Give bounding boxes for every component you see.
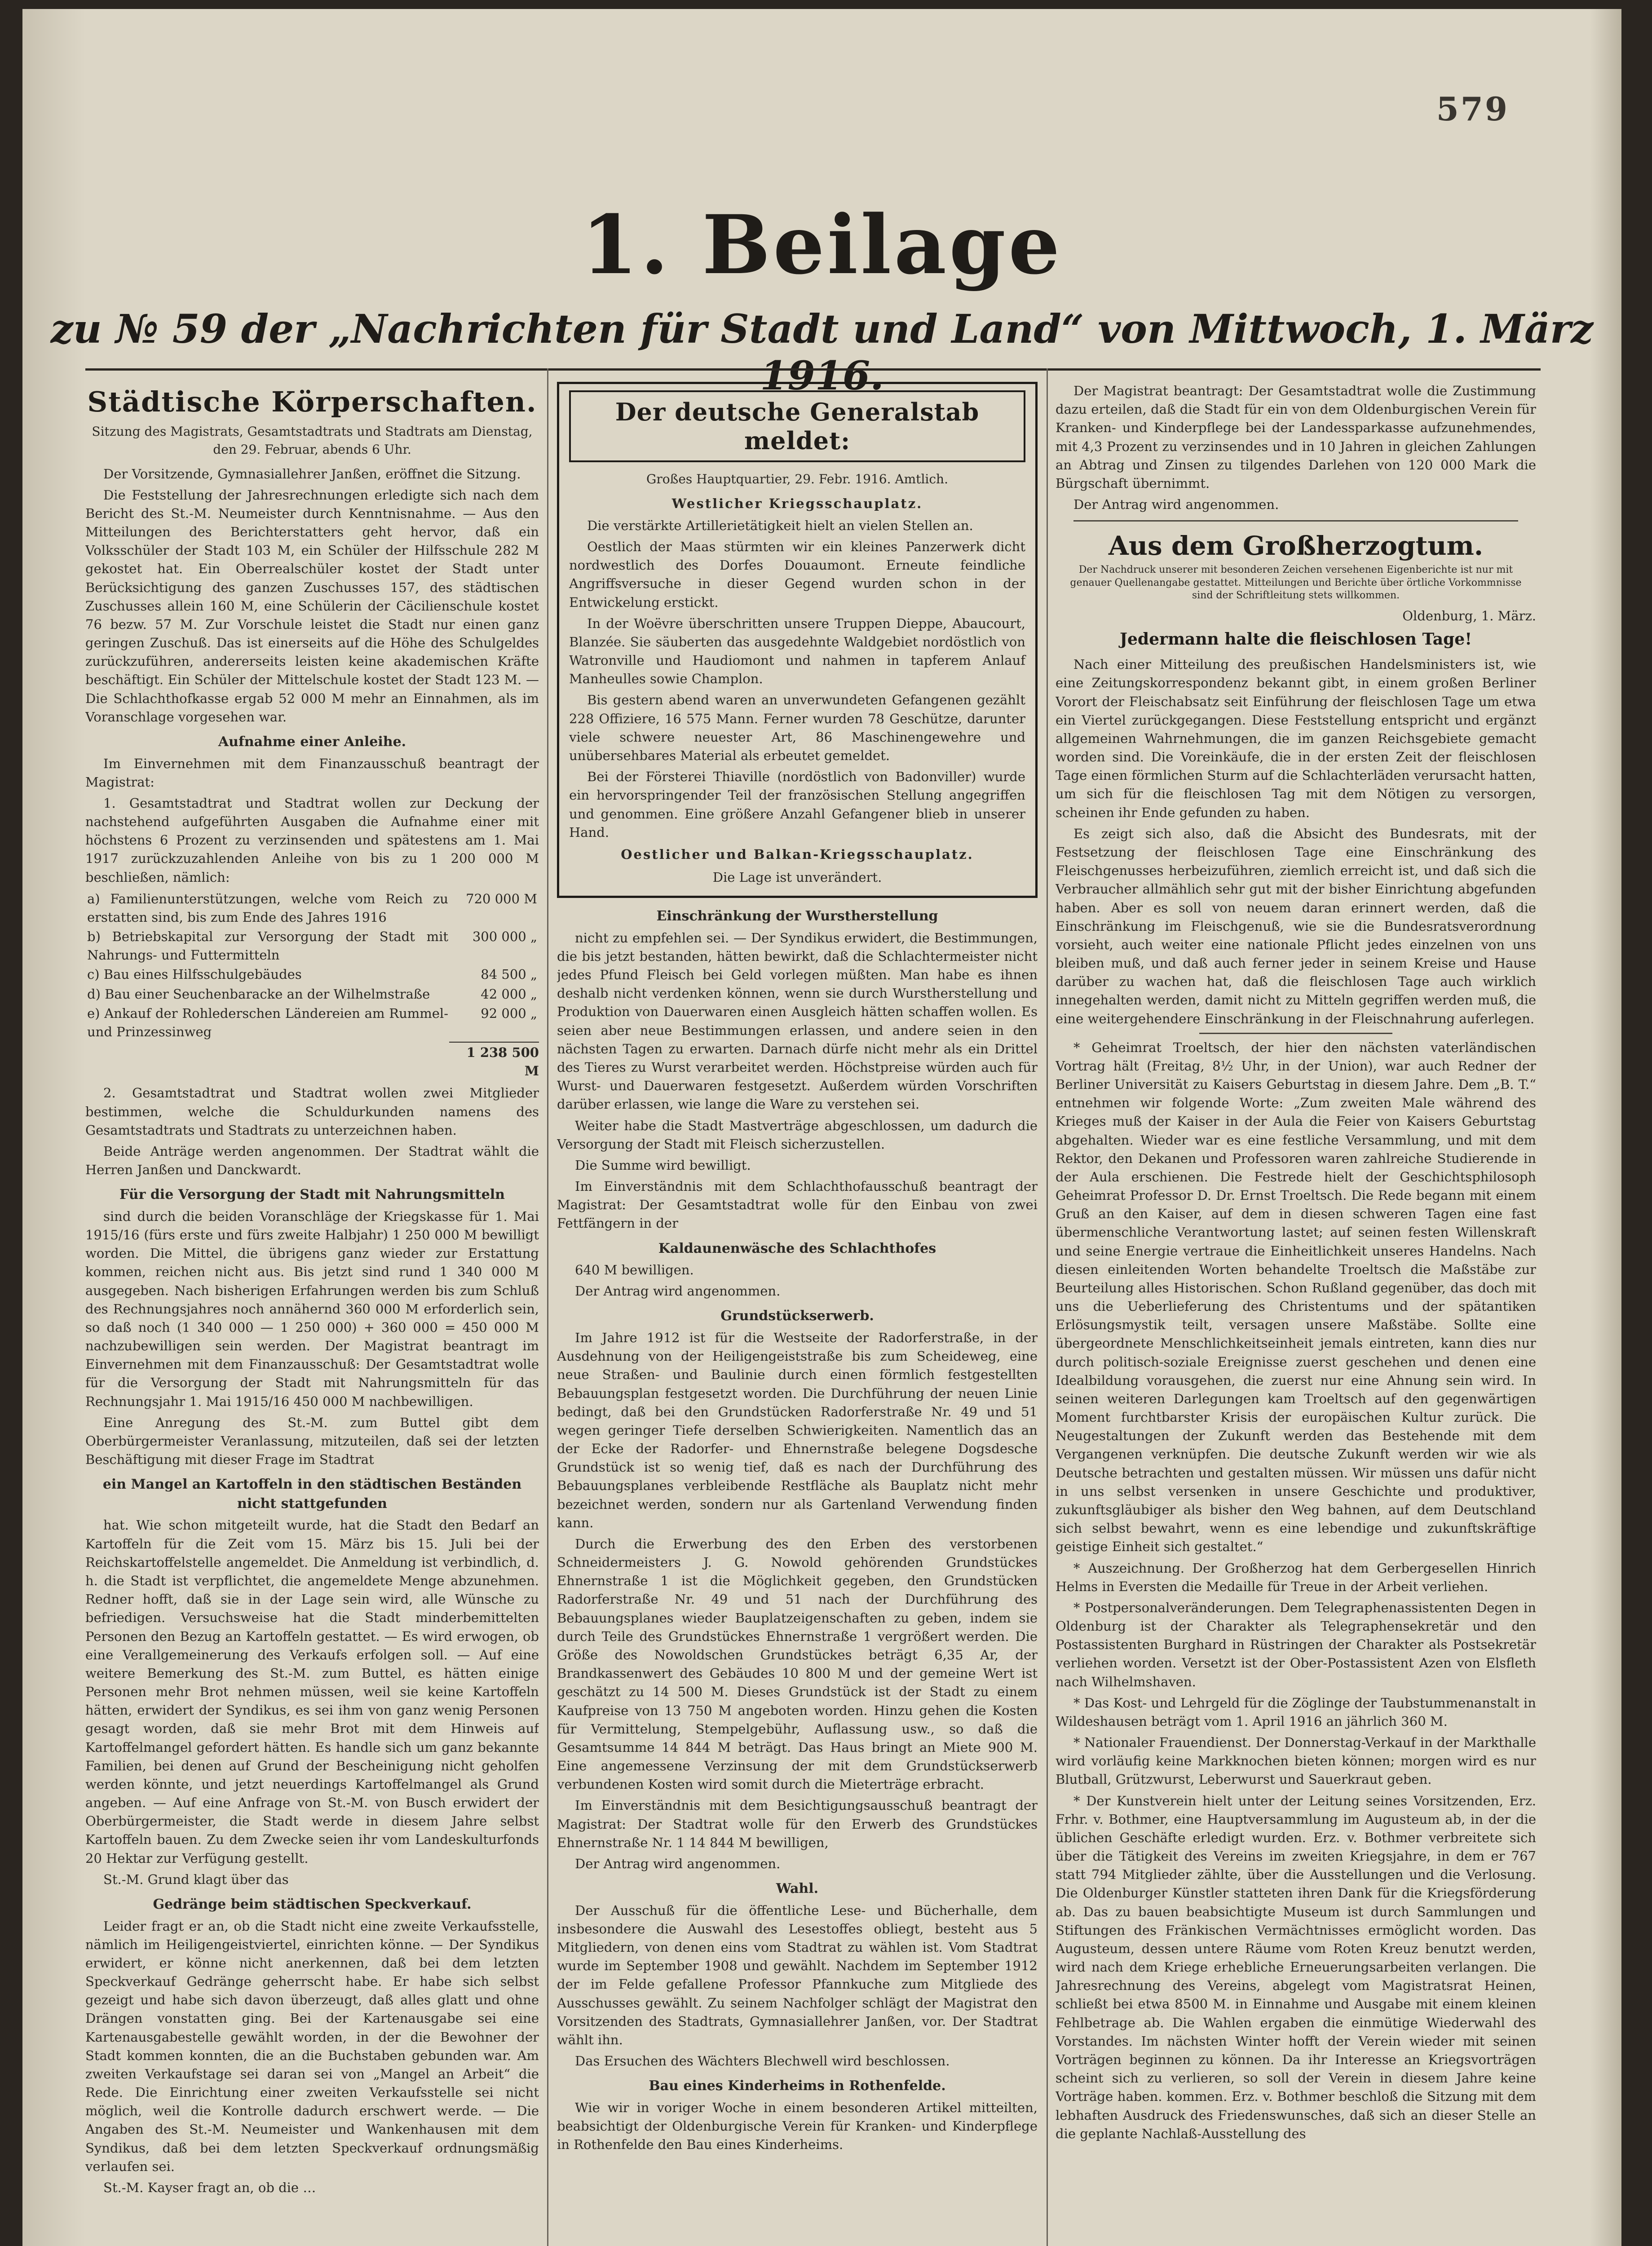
meeting-line: Sitzung des Magistrats, Gesamtstadtrats und Stadtrats am Dienstag, den 29. Februar, abends 6 Uhr.	[92, 424, 533, 457]
paragraph: * Nationaler Frauendienst. Der Donnerstag-Verkauf in der Markthalle wird vorläufig keine Markknochen bieten können; morgen wird es nur Blutball, Grützwurst, Leberwurst und Sauerkraut geben.	[1056, 1735, 1536, 1787]
reprint-notice: Der Nachdruck unserer mit besonderen Zeichen versehenen Eigenberichte ist nur mit genauer Quellenangabe gestattet. Mitteilungen und Berichte über örtliche Vorkommnisse sind der Schriftleitung stets willkommen.	[1070, 564, 1522, 601]
expense-table	[85, 889, 539, 1042]
paragraph: hat. Wie schon mitgeteilt wurde, hat die Stadt den Bedarf an Kartoffeln für die Zeit vom 15. März bis 15. Juli bei der Reichskartoffelstelle angemeldet. Die Anmeldung ist verbindlich, d. h. die Stadt ist verpflichtet, die angemeldete Menge abzunehmen. Redner hofft, daß sie in der Lage sein wird, alle Wünsche zu befriedigen. Versuchsweise hat die Stadt minderbemittelten Personen den Bezug an Kartoffeln gestattet. — Es wird erwogen, ob eine Verallgemeinerung des Verkaufs erfolgen soll. — Auf eine weitere Bemerkung des St.-M. zum Buttel, es hätten einige Personen mehr Brot nehmen müssen, weil sie keine Kartoffeln hätten, erwidert der Syndikus, es sei ihm von ganz wenig Personen gesagt worden, daß sie mehr Brot mit dem Hinweis auf Kartoffelmangel gefordert hätten. Es handle sich um ganz bekannte Familien, bei denen auf Grund der Bescheinigung nicht geholfen werden könnte, und jetzt neuerdings Kartoffelmangel als Grund angeben. — Auf eine Anfrage von St.-M. von Busch erwidert der Oberbürgermeister, die Stadt werde in diesem Jahre selbst Kartoffeln bauen. Zu dem Zwecke seien ihr vom Landeskulturfonds 20 Hektar zur Verfügung gestellt.	[85, 1517, 539, 1866]
paragraph: 2. Gesamtstadtrat und Stadtrat wollen zwei Mitglieder bestimmen, welche die Schuldurkunden namens des Gesamtstadtrats und Stadtrats zu unterzeichnen haben.	[85, 1085, 539, 1138]
western-front-heading: Westlicher Kriegsschauplatz.	[671, 495, 923, 511]
expense-label: d) Bau einer Seuchenbaracke an der Wilhelmstraße	[87, 986, 430, 1002]
subheading-anleihe: Aufnahme einer Anleihe.	[218, 734, 406, 750]
section-rule	[1073, 520, 1518, 522]
expense-row	[85, 1004, 539, 1042]
expense-row	[85, 965, 539, 984]
article-rule	[1199, 1033, 1392, 1034]
expense-value: 300 000 „	[472, 929, 537, 945]
paragraph: Im Einverständnis mit dem Schlachthofausschuß beantragt der Magistrat: Der Gesamtstadtrat wolle für den Einbau von zwei Fettfängern in der	[557, 1179, 1038, 1231]
paragraph: St.-M. Kayser fragt an, ob die …	[103, 2180, 316, 2195]
paragraph: Bis gestern abend waren an unverwundeten Gefangenen gezählt 228 Offiziere, 16 575 Mann. Ferner wurden 78 Geschütze, darunter viele schwere neuester Art, 86 Maschinengewehre und unübersehbares Material als erbeutet gemeldet.	[569, 692, 1025, 763]
paragraph: In der Woëvre überschritten unsere Truppen Dieppe, Abaucourt, Blanzée. Sie säuberten das ausgedehnte Waldgebiet nordöstlich von Watronville und Haudiomont und nahmen in tapferem Anlauf Manheulles sowie Champlon.	[569, 615, 1025, 687]
paragraph: Der Magistrat beantragt: Der Gesamtstadtrat wolle die Zustimmung dazu erteilen, daß die Stadt für ein von dem Oldenburgischen Verein für Kranken- und Kinderpflege bei der Landessparkasse aufzunehmendes, mit 4,3 Prozent zu verzinsendes und in 10 Jahren in gleichen Zahlungen an Abtrag und Zinsen zu tilgendes Darlehen von 120 000 Mark die Bürgschaft übernimmt.	[1056, 383, 1536, 491]
paragraph: Die verstärkte Artillerietätigkeit hielt an vielen Stellen an.	[587, 517, 973, 533]
paragraph: Wie wir in voriger Woche in einem besonderen Artikel mitteilten, beabsichtigt der Oldenburgische Verein für Kranken- und Kinderpflege in Rothenfelde den Bau eines Kinderheims.	[557, 2100, 1038, 2153]
expense-row	[85, 985, 539, 1004]
section-title-koerperschaften: Städtische Körperschaften.	[87, 385, 537, 418]
expense-value: 84 500 „	[481, 967, 537, 982]
column-divider-1	[547, 368, 548, 2246]
expense-total: 1 238 500 M	[449, 1042, 539, 1080]
paragraph: * Das Kost- und Lehrgeld für die Zöglinge der Taubstummenanstalt in Wildeshausen beträgt vom 1. April 1916 an jährlich 360 M.	[1056, 1695, 1536, 1729]
paragraph: Im Jahre 1912 ist für die Westseite der Radorferstraße, in der Ausdehnung von der Heiligengeiststraße bis zum Scheideweg, eine neue Straßen- und Baulinie durch einen förmlich festgestellten Bebauungsplan festgesetzt worden. Die Durchführung der neuen Linie bedingt, daß bei den Grundstücken Radorferstraße Nr. 49 und 51 wegen geringer Tiefe derselben Schwierigkeiten. Namentlich das an der Ecke der Radorfer- und Ehnernstraße belegene Dogsdesche Grundstück ist so wenig tief, daß es nach der Durchführung des Bebauungsplanes verbleibende Restfläche als Bauplatz nicht mehr bezeichnet werden, sondern nur als Gartenland Verwendung finden kann.	[557, 1330, 1038, 1530]
column-2	[557, 382, 1038, 2246]
subheading-kartoffel: ein Mangel an Kartoffeln in den städtischen Beständen nicht stattgefunden	[102, 1477, 522, 1512]
expense-label: e) Ankauf der Rohlederschen Ländereien am Rummel- und Prinzessinweg	[87, 1005, 448, 1039]
expense-value: 92 000 „	[481, 1005, 537, 1021]
paragraph: Leider fragt er an, ob die Stadt nicht eine zweite Verkaufsstelle, nämlich im Heiligengeistviertel, einrichten könne. — Der Syndikus erwidert, er könne nicht anerkennen, daß bei dem letzten Speckverkauf Gedränge geherrscht habe. Er habe sich selbst gezeigt und habe sich davon überzeugt, daß alles glatt und ohne Drängen vonstatten ging. Bei der Kartenausgabe sei eine Kartenausgabestelle gewählt worden, in der die Bewohner der Stadt kommen konnten, die an die Buchstaben gebunden war. Am zweiten Verkaufstage sei daran sei von „Mangel an Arbeit“ die Rede. Die Einrichtung einer zweiten Verkaufsstelle sei nicht möglich, weil die Kontrolle dadurch erschwert werde. — Die Angaben des St.-M. Neumeister und Wankenhausen mit dem Syndikus, daß bei dem letzten Speckverkauf ordnungsmäßig verlaufen sei.	[85, 1918, 539, 2174]
paragraph: Bei der Försterei Thiaville (nordöstlich von Badonviller) wurde ein hervorspringender Teil der französischen Stellung angegriffen und genommen. Eine größere Anzahl Gefangener blieb in unserer Hand.	[569, 769, 1025, 840]
paragraph: * Der Kunstverein hielt unter der Leitung seines Vorsitzenden, Erz. Frhr. v. Bothmer, eine Hauptversammlung im Augusteum ab, in der die üblichen Geschäfte erledigt wurden. Erz. v. Bothmer verbreitete sich über die Tätigkeit des Vereins im zweiten Kriegsjahre, in dem er 767 statt 794 Mitglieder zählte, über die Ausstellungen und die Verlosung. Die Oldenburger Künstler statteten ihren Dank für die Kriegsförderung ab. Das zu bauen beabsichtigte Museum ist durch Sammlungen und Stiftungen des Fränkischen Vermächtnisses ermöglicht worden. Das Augusteum, dessen untere Räume vom Roten Kreuz benutzt werden, wird nach dem Kriege erhebliche Erneuerungsarbeiten verlangen. Die Jahresrechnung des Vereins, abgelegt vom Magistratsrat Heinen, schließt bei etwa 8500 M. in Einnahme und Ausgabe mit einem kleinen Fehlbetrage ab. Die Wahlen ergaben die einmütige Wiederwahl des Vorstandes. Im nächsten Winter hofft der Verein wieder mit seinen Vorträgen beginnen zu können. Da ihr Interesse an Kriegsvorträgen scheint sich zu verlieren, so soll der Verein in diesem Jahre keine Vorträge haben. kommen. Erz. v. Bothmer beschloß die Sitzung mit dem lebhaften Ausdruck des Friedenswunsches, daß sich an dieser Stelle an die geplante Nachlaß-Ausstellung des	[1056, 1793, 1536, 2141]
paragraph: sind durch die beiden Voranschläge der Kriegskasse für 1. Mai 1915/16 (fürs erste und fürs zweite Halbjahr) 1 250 000 M bewilligt worden. Die Mittel, die übrigens ganz wieder zur Erstattung kommen, reichen nicht aus. Bis jetzt sind rund 1 340 000 M ausgegeben. Nach bisherigen Erfahrungen werden bis zum Schluß des Rechnungsjahres noch annähernd 360 000 M erforderlich sein, so daß noch (1 340 000 — 1 250 000) + 360 000 = 450 000 M nachzubewilligen sein werden. Der Magistrat beantragt im Einvernehmen mit dem Finanzausschuß: Der Gesamtstadtrat wolle für die Versorgung der Stadt mit Nahrungsmitteln für das Rechnungsjahr 1. Mai 1915/16 450 000 M nachbewilligen.	[85, 1208, 539, 1409]
paragraph: Der Vorsitzende, Gymnasiallehrer Janßen, eröffnet die Sitzung.	[103, 466, 521, 482]
page-number: 579	[1436, 90, 1509, 128]
eastern-front-status: Die Lage ist unverändert.	[712, 870, 882, 885]
paragraph: St.-M. Grund klagt über das	[103, 1871, 289, 1887]
expense-label: b) Betriebskapital zur Versorgung der Stadt mit Nahrungs- und Futtermitteln	[87, 929, 448, 963]
paragraph: Im Einverständnis mit dem Besichtigungsausschuß beantragt der Magistrat: Der Stadtrat wolle für den Erwerb des Grundstückes Ehnernstraße Nr. 1 14 844 M bewilligen,	[557, 1798, 1038, 1850]
expense-value: 42 000 „	[481, 986, 537, 1002]
column-3	[1056, 382, 1536, 2246]
paragraph: Die Feststellung der Jahresrechnungen erledigte sich nach dem Bericht des St.-M. Neumeister durch Kenntnisnahme. — Aus den Mitteilungen des Berichterstatters geht hervor, daß ein Volksschüler der Stadt 103 M, ein Schüler der Hilfsschule 282 M gekostet hat. Ein Oberrealschüler kostet der Stadt unter Berücksichtigung des ganzen Zuschusses 157, des städtischen Zuschusses allein 160 M, eine Schülerin der Cäcilienschule kostet 76 bezw. 57 M. Zur Vorschule leistet die Stadt nur einen ganz geringen Zuschuß. Das ist einerseits auf die Höhe des Schulgeldes zurückzuführen, andererseits leisten keine akademischen Kräfte beschäftigt. Ein Schüler der Mittelschule kostet der Stadt 123 M. — Die Schlachthofkasse ergab 52 000 M mehr an Einnahmen, als im Voranschlage vorgesehen war.	[85, 487, 539, 725]
paragraph: Der Antrag wird angenommen.	[1073, 497, 1279, 513]
paragraph: Im Einvernehmen mit dem Finanzausschuß beantragt der Magistrat:	[85, 756, 539, 790]
paragraph: Der Antrag wird angenommen.	[575, 1856, 781, 1871]
subheading-kaldaunen: Kaldaunenwäsche des Schlachthofes	[658, 1240, 936, 1256]
expense-label: c) Bau eines Hilfsschulgebäudes	[87, 967, 302, 982]
paragraph: * Postpersonalveränderungen. Dem Telegraphenassistenten Degen in Oldenburg ist der Charakter als Telegraphensekretär und den Postassistenten Burghard in Rüstringen der Charakter als Postsekretär verliehen worden. Versetzt ist der Ober-Postassistent Azen von Elsfleth nach Wilhelmshaven.	[1056, 1600, 1536, 1689]
paragraph: * Auszeichnung. Der Großherzog hat dem Gerbergesellen Hinrich Helms in Eversten die Medaille für Treue in der Arbeit verliehen.	[1056, 1560, 1536, 1594]
expense-value: 720 000 M	[466, 891, 537, 906]
subheading-wurst: Einschränkung der Wurstherstellung	[656, 908, 938, 924]
supplement-title: 1. Beilage	[581, 198, 1063, 292]
paragraph: 640 M bewilligen.	[575, 1262, 694, 1278]
paragraph: Die Summe wird bewilligt.	[575, 1157, 751, 1173]
paragraph: Durch die Erwerbung des den Erben des verstorbenen Schneidermeisters J. G. Nowold gehörenden Grundstückes Ehnernstraße 1 ist die Möglichkeit gegeben, den Grundstücken Radorferstraße Nr. 49 und 51 nach der Durchführung des Bebauungsplanes wieder Bauplatzeigenschaften zu geben, indem sie durch Teile des Grundstückes Ehnernstraße 1 vergrößert werden. Die Größe des Nowoldschen Grundstückes beträgt 6,35 Ar, der Brandkassenwert des Gebäudes 10 800 M und der gemeine Wert ist geschätzt zu 14 500 M. Dieses Grundstück ist der Stadt zu einem Kaufpreise von 13 750 M angeboten worden. Hinzu gehen die Kosten für Vermittelung, Stempelgebühr, Auflassung usw., so daß die Gesamtsumme 14 844 M beträgt. Das Haus bringt an Miete 900 M. Eine angemessene Verzinsung der mit dem Grundstückserwerb verbundenen Kosten wird somit durch die Mieterträge erbracht.	[557, 1536, 1038, 1792]
headquarters-line: Großes Hauptquartier, 29. Febr. 1916. Amtlich.	[646, 472, 948, 486]
expense-label: a) Familienunterstützungen, welche vom Reich zu erstatten sind, bis zum Ende des Jahres 1916	[87, 891, 448, 925]
paragraph: * Geheimrat Troeltsch, der hier den nächsten vaterländischen Vortrag hält (Freitag, 8½ Uhr, in der Union), war auch Redner der Berliner Universität zu Kaisers Geburtstag in diesem Jahre. Dem „B. T.“ entnehmen wir folgende Worte: „Zum zweiten Male während des Krieges muß der Kaiser in der Aula die Feier von Kaisers Geburtstag abgehalten. Wieder war es eine festliche Versammlung, und mit dem Rektor, den Dekanen und Professoren waren zahlreiche Studierende in der Aula erschienen. Die Festrede hielt der Geschichtsphilosoph Geheimrat Professor D. Dr. Ernst Troeltsch. Die Rede begann mit einem Gruß an den Kaiser, auf dem in diesen schweren Tagen eine fast übermenschliche Verantwortung lastet; auf seinen festen Willenskraft und seine Energie vertraue die Einheitlichkeit unseres Handelns. Nach diesen einleitenden Worten behandelte Troeltsch die Maßstäbe zur Beurteilung alles Historischen. Schon Rußland gegenüber, das doch mit uns die Ueberlieferung des Christentums und der spätantiken Erlösungsmystik teilt, versagen unsere Maßstäbe. Sollte eine übergeordnete Menschlichkeitseinheit jemals eintreten, kann dies nur durch politisch-soziale Ereignisse zuerst geschehen und denen eine Idealbildung vorausgehen, die zuerst nur eine Ahnung sein wird. In seinen weiteren Darlegungen kam Troeltsch auf den gegenwärtigen Moment furchtbarster Krisis der europäischen Kultur zurück. Die Neugestaltungen der Zukunft werden das Bestehende mit dem Vergangenen verknüpfen. Die deutsche Zukunft werden wir wie als Deutsche betrachten und gestalten müssen. Wir müssen uns dafür nicht in uns selbst versenken in unsere Geschichte und produktiver, zukunftsgläubiger als bisher den Weg bahnen, auf dem Deutschland sich selbst bewahrt, wenn es eine lebendige und zukunftskräftige geistige Einheit sich gestaltet.“	[1056, 1039, 1536, 1555]
issue-subtitle: zu № 59 der „Nachrichten für Stadt und Land“ von Mittwoch, 1. März 1916.	[50, 305, 1594, 399]
paragraph: Es zeigt sich also, daß die Absicht des Bundesrats, mit der Festsetzung der fleischlosen Tage eine Einschränkung des Fleischgenusses herbeizuführen, ziemlich erreicht ist, und daß sich die Verbraucher allmählich sehr gut mit der bisher Einrichtung abgefunden haben. Aber es soll von neuem daran erinnert werden, daß die Einschränkung im Fleischgenuß, wie sie die Bundesratsverordnung vorsieht, auch weiter eine nationale Pflicht jedes einzelnen von uns bleiben muß, und daß auch ferner jeder in seinem Kreise und Hause darüber zu wachen hat, daß die fleischlosen Tage auch wirklich innegehalten werden, damit nicht zu Mitteln gegriffen werden muß, die eine weitergehendere Einschränkung in der Fleischnahrung auferlegen.	[1056, 826, 1536, 1026]
paragraph: 1. Gesamtstadtrat und Stadtrat wollen zur Deckung der nachstehend aufgeführten Ausgaben die Aufnahme einer mit höchstens 6 Prozent zu verzinsenden und spätestens am 1. Mai 1917 zurückzuzahlenden Anleihe von bis zu 1 200 000 M beschließen, nämlich:	[85, 795, 539, 885]
newspaper-page	[22, 9, 1621, 2246]
eastern-front-heading: Oestlicher und Balkan-Kriegsschauplatz.	[621, 846, 974, 862]
paragraph: Nach einer Mitteilung des preußischen Handelsministers ist, wie eine Zeitungskorrespondenz bekannt gibt, in einem großen Berliner Vorort der Fleischabsatz seit Einführung der fleischlosen Tage um etwa ein Viertel zurückgegangen. Diese Feststellung entspricht und ergänzt allgemeinen Wahrnehmungen, die im ganzen Reichsgebiete gemacht worden sind. Die Voreinkäufe, die in der ersten Zeit der fleischlosen Tage einen förmlichen Sturm auf die Schlachterläden verursacht hatten, um sich für die fleischlosen Tag mit dem Nötigen zu versorgen, scheinen ihr Ende gefunden zu haben.	[1056, 657, 1536, 820]
paragraph: Weiter habe die Stadt Mastverträge abgeschlossen, um dadurch die Versorgung der Stadt mit Fleisch sicherzustellen.	[557, 1118, 1038, 1152]
expense-row	[85, 927, 539, 965]
subheading-kinderheim: Bau eines Kinderheims in Rothenfelde.	[649, 2078, 946, 2094]
generalstab-box	[557, 382, 1038, 898]
paragraph: Oestlich der Maas stürmten wir ein kleines Panzerwerk dicht nordwestlich des Dorfes Douaumont. Erneute feindliche Angriffsversuche in dieser Gegend wurden schon in der Entwickelung erstickt.	[569, 539, 1025, 610]
column-1	[85, 382, 539, 2246]
paragraph: Das Ersuchen des Wächters Blechwell wird beschlossen.	[575, 2053, 950, 2069]
subheading-grundstueck: Grundstückserwerb.	[720, 1308, 874, 1324]
generalstab-title: Der deutsche Generalstab meldet:	[569, 390, 1025, 462]
header-rule	[85, 368, 1541, 371]
column-divider-2	[1047, 368, 1048, 2246]
paragraph: nicht zu empfehlen sei. — Der Syndikus erwidert, die Bestimmungen, die bis jetzt bestanden, hätten bewirkt, daß die Schlachtermeister nicht jedes Pfund Fleisch bei Geld vorlegen müßten. Man habe es ihnen deshalb nicht verdenken können, wenn sie durch Wurstherstellung und Produktion von Dauerwaren einen Ausgleich hätten schaffen wollen. Es seien aber neue Bestimmungen erlassen, und andere seien in den nächsten Tagen zu erwarten. Darnach dürfe nicht mehr als ein Drittel des Tieres zu Wurst verarbeitet werden. Höchstpreise würden auch für Wurst- und Dauerwaren festgesetzt. Außerdem würden Vorschriften darüber erlassen, wie lange die Ware zu verstehen sei.	[557, 930, 1038, 1112]
paragraph: Der Ausschuß für die öffentliche Lese- und Bücherhalle, dem insbesondere die Auswahl des Lesestoffes obliegt, besteht aus 5 Mitgliedern, von denen eins vom Stadtrat zu wählen ist. Vom Stadtrat wurde im September 1908 und gewählt. Nachdem im September 1912 der im Felde gefallene Professor Pfannkuche zum Mitgliede des Ausschusses gewählt. Zu seinem Nachfolger schlägt der Magistrat den Vorsitzenden des Stadtrats, Gymnasiallehrer Janßen, vor. Der Stadtrat wählt ihn.	[557, 1902, 1038, 2047]
subheading-speck: Gedränge beim städtischen Speckverkauf.	[153, 1896, 472, 1912]
dateline: Oldenburg, 1. März.	[1402, 608, 1536, 623]
paragraph: Beide Anträge werden angenommen. Der Stadtrat wählt die Herren Janßen und Danckwardt.	[85, 1143, 539, 1178]
paragraph: Eine Anregung des St.-M. zum Buttel gibt dem Oberbürgermeister Veranlassung, mitzuteilen, daß sei der letzten Beschäftigung mit dieser Frage im Stadtrat	[85, 1415, 539, 1468]
subheading-wahl: Wahl.	[776, 1881, 819, 1897]
section-title-grossherzogtum: Aus dem Großherzogtum.	[1108, 531, 1484, 562]
headline-fleischlos: Jedermann halte die fleischlosen Tage!	[1119, 630, 1472, 649]
paragraph: Der Antrag wird angenommen.	[575, 1283, 781, 1299]
expense-row	[85, 889, 539, 927]
subheading-versorgung: Für die Versorgung der Stadt mit Nahrungsmitteln	[119, 1187, 505, 1203]
